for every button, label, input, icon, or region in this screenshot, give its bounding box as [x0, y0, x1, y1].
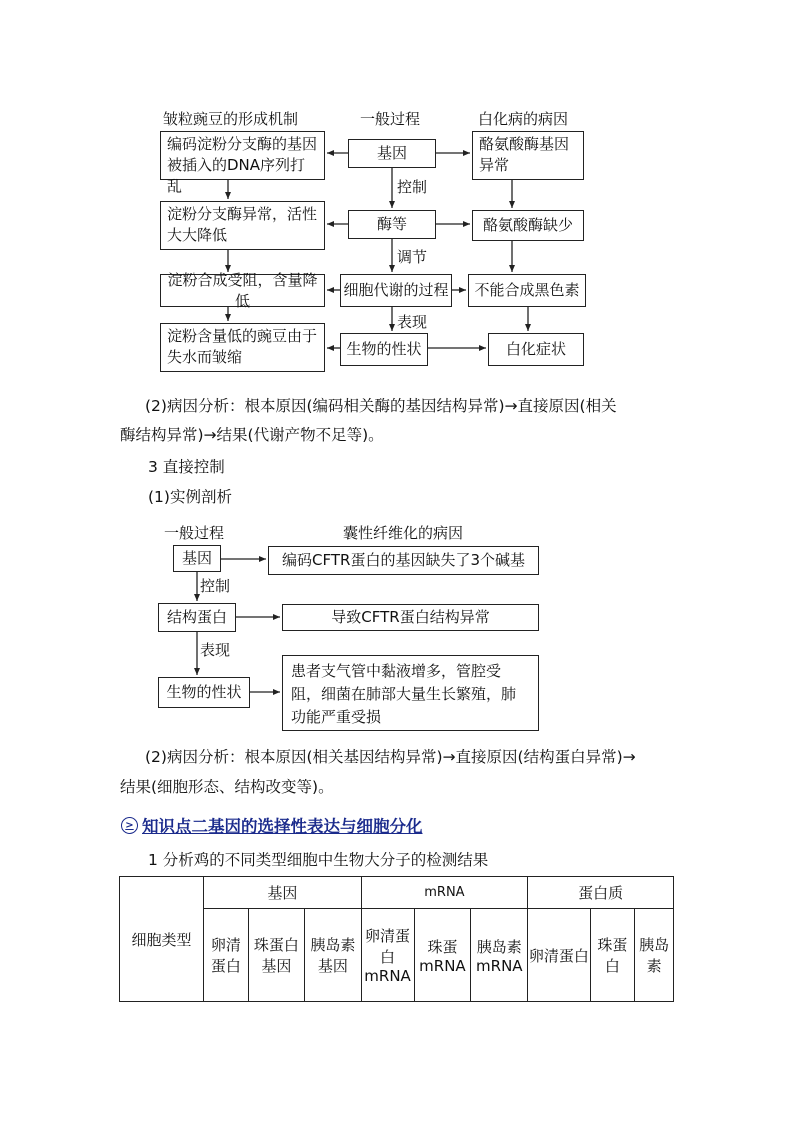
- d2-right-1: 编码CFTR蛋白的基因缺失了3个碱基: [268, 546, 539, 575]
- para2-line2: 结果(细胞形态、结构改变等)。: [120, 778, 334, 796]
- cell-insulin-protein: 胰岛素: [635, 909, 674, 1002]
- middle-box-metabolism: 细胞代谢的过程: [340, 274, 452, 307]
- diagram2-arrows: [197, 559, 280, 692]
- cell-globin-gene: 珠蛋白基因: [248, 909, 304, 1002]
- right-box-1: 酪氨酸酶基因异常: [472, 131, 584, 180]
- header-wrinkled-pea: 皱粒豌豆的形成机制: [163, 110, 299, 128]
- section3-title: 3 直接控制: [148, 458, 225, 476]
- header-general-process: 一般过程: [360, 110, 421, 128]
- right-box-2: 酪氨酸酶缺少: [472, 210, 584, 241]
- d2-arrow-label-express: 表现: [200, 641, 231, 659]
- cell-ovalbumin-mrna: 卵清蛋白mRNA: [361, 909, 414, 1002]
- right-box-3: 不能合成黑色素: [468, 274, 586, 307]
- cell-globin-protein: 珠蛋白: [590, 909, 635, 1002]
- group-protein: 蛋白质: [528, 877, 674, 909]
- d2-header-general: 一般过程: [164, 524, 225, 542]
- arrow-label-express: 表现: [397, 313, 428, 331]
- d2-right-3: 患者支气管中黏液增多，管腔受阻，细菌在肺部大量生长繁殖，肺功能严重受损: [282, 655, 539, 731]
- group-mrna: mRNA: [361, 877, 528, 909]
- knowledge-point-title: 知识点二基因的选择性表达与细胞分化: [142, 817, 423, 836]
- para1-line1: (2)病因分析：根本原因(编码相关酶的基因结构异常)→直接原因(相关: [145, 397, 617, 415]
- group-gene: 基因: [204, 877, 362, 909]
- cell-insulin-gene: 胰岛素基因: [305, 909, 361, 1002]
- right-box-4: 白化症状: [488, 333, 584, 366]
- diagram1-arrows: [228, 153, 528, 348]
- header-albinism: 白化病的病因: [478, 110, 569, 128]
- left-box-1: 编码淀粉分支酶的基因被插入的DNA序列打乱: [160, 131, 325, 180]
- arrow-label-control: 控制: [397, 178, 428, 196]
- section3-subtitle: (1)实例剖析: [148, 488, 232, 506]
- cell-globin-mrna: 珠蛋mRNA: [414, 909, 471, 1002]
- d2-left-trait: 生物的性状: [158, 677, 250, 708]
- row-header-cell-type: 细胞类型: [120, 877, 204, 1002]
- d2-left-structural-protein: 结构蛋白: [158, 603, 236, 632]
- left-box-2: 淀粉分支酶异常，活性大大降低: [160, 201, 325, 250]
- d2-header-cf: 囊性纤维化的病因: [343, 524, 464, 542]
- d2-right-2: 导致CFTR蛋白结构异常: [282, 604, 539, 631]
- d2-left-gene: 基因: [173, 545, 221, 572]
- cell-ovalbumin-protein: 卵清蛋白: [528, 909, 590, 1002]
- middle-box-enzyme: 酶等: [348, 210, 436, 239]
- cell-ovalbumin-gene: 卵清蛋白: [204, 909, 249, 1002]
- chevron-circle-icon: >: [121, 817, 138, 834]
- middle-box-trait: 生物的性状: [340, 333, 428, 366]
- left-box-3: 淀粉合成受阻，含量降低: [160, 274, 325, 307]
- middle-box-gene: 基因: [348, 139, 436, 168]
- para2-line1: (2)病因分析：根本原因(相关基因结构异常)→直接原因(结构蛋白异常)→: [145, 748, 636, 766]
- cell-insulin-mrna: 胰岛素mRNA: [471, 909, 528, 1002]
- arrow-label-regulate: 调节: [397, 248, 428, 266]
- table-caption: 1 分析鸡的不同类型细胞中生物大分子的检测结果: [148, 851, 489, 869]
- left-box-4: 淀粉含量低的豌豆由于失水而皱缩: [160, 323, 325, 372]
- d2-arrow-label-control: 控制: [200, 577, 231, 595]
- para1-line2: 酶结构异常)→结果(代谢产物不足等)。: [120, 426, 384, 444]
